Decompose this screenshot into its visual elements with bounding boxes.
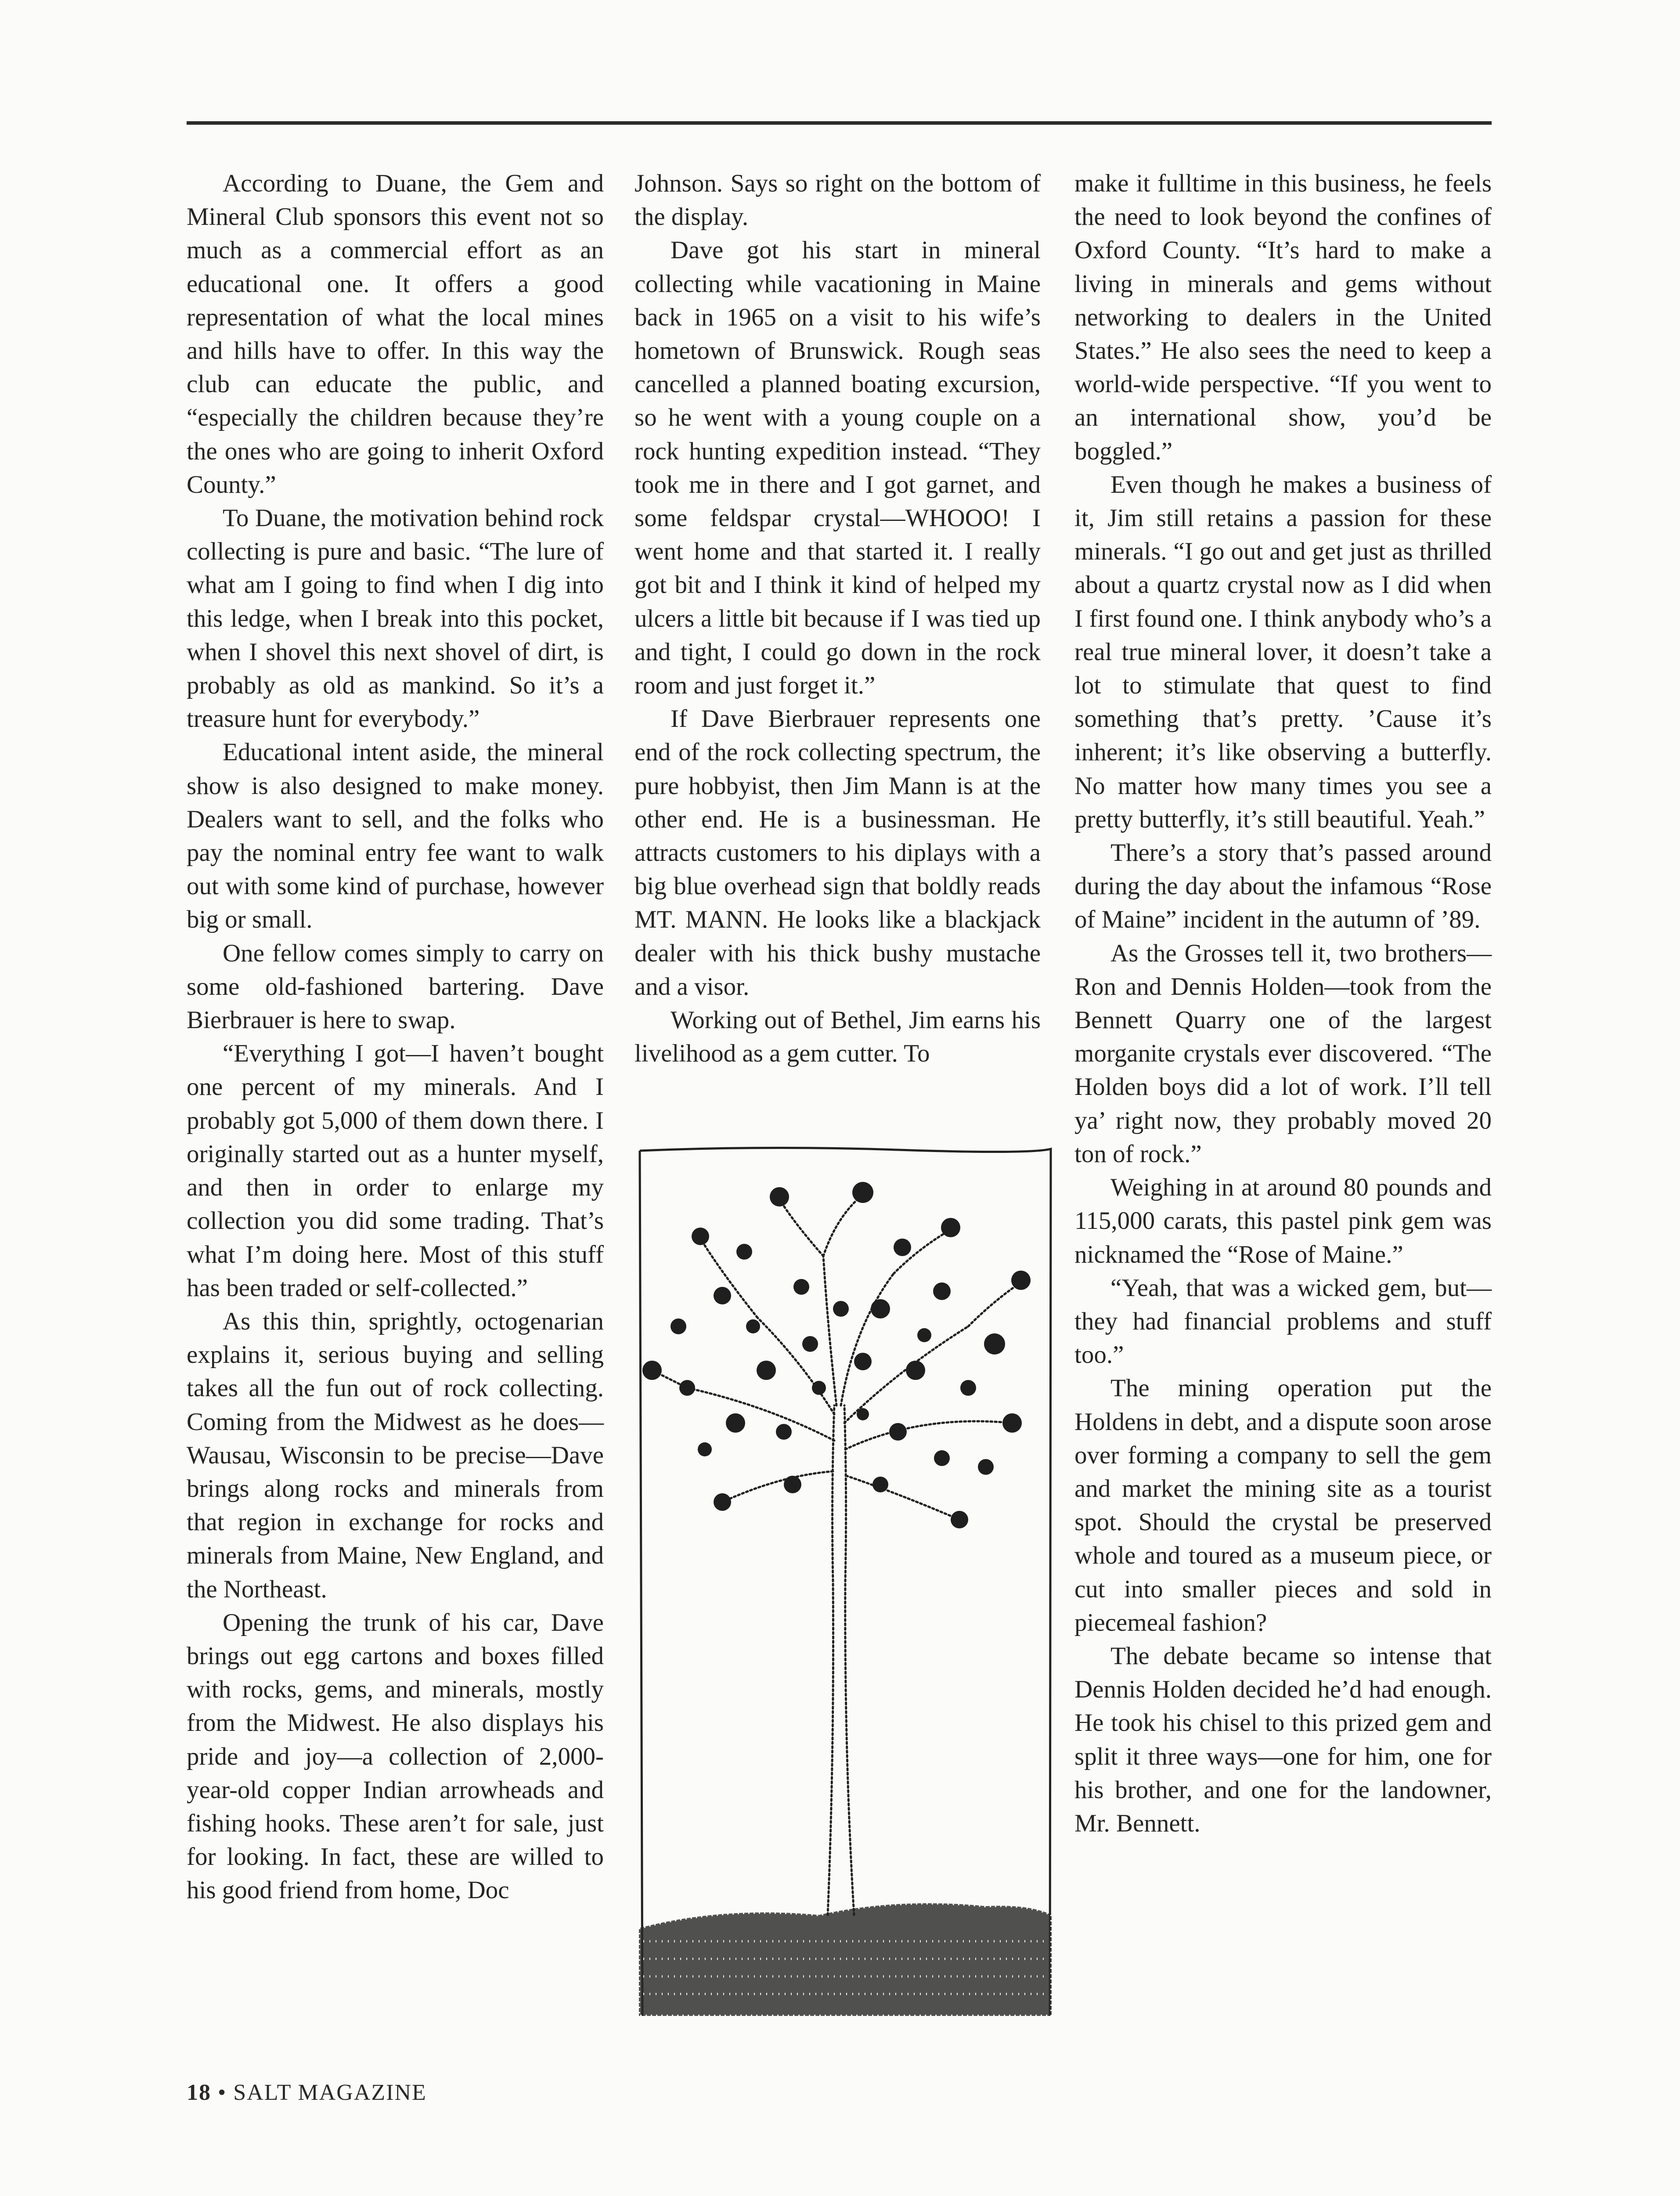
paragraph: If Dave Bierbrauer represents one end of the rock collecting spectrum, the pure hobbyist, then Jim Mann is at the other end. He is a businessman. He attracts customers to his diplays with a big blue overhead sign that boldly reads MT. MANN. He looks like a blackjack dealer with his thick bushy mustache and a visor. [635,705,1041,1000]
bullet-separator: • [218,2080,227,2105]
page-footer [187,2080,427,2106]
paragraph: Opening the trunk of his car, Dave brings out egg cartons and boxes filled with rocks, gems, and minerals, mostly from the Midwest. He also displays his pride and joy—a collection of 2,000-year-old copper Indian arrowheads and fishing hooks. These aren’t for sale, just for looking. In fact, these are willed to his good friend from home, Doc [187,1608,604,1904]
paragraph: There’s a story that’s passed around during the day about the infamous “Rose of Maine” incident in the autumn of ’89. [1074,839,1492,934]
paragraph: Educational intent aside, the mineral show is also designed to make money. Dealers want to sell, and the folks who pay the nominal entry fee want to walk out with some kind of purchase, however big or small. [187,738,604,934]
paragraph: The debate became so intense that Dennis Holden decided he’d had enough. He took his chisel to this prized gem and split it three ways—one for him, one for his brother, and one for the landowner, Mr. Bennett. [1074,1642,1492,1837]
page-number: 18 [187,2080,211,2105]
article-column-middle [635,167,1041,1070]
header-rule [187,121,1492,125]
paragraph: As the Grosses tell it, two brothers—Ron and Dennis Holden—took from the Bennett Quarry one of the largest morganite crystals ever discovered. “The Holden boys did a lot of work. I’ll tell ya’ right now, they probably moved 20 ton of rock.” [1074,939,1492,1168]
publication-name: SALT MAGAZINE [233,2080,427,2105]
paragraph: As this thin, sprightly, octogenarian explains it, serious buying and selling takes all the fun out of rock collecting. Coming from the Midwest as he does—Wausau, Wisconsin to be precise—Dave brings along rocks and minerals from that region in exchange for rocks and minerals from Maine, New England, and the Northeast. [187,1307,604,1603]
article-column-right [1074,167,1492,1840]
paragraph: One fellow comes simply to carry on some old-fashioned bartering. Dave Bierbrauer is here to swap. [187,939,604,1034]
article-column-left [187,167,604,1907]
paragraph: Working out of Bethel, Jim earns his livelihood as a gem cutter. To [635,1006,1041,1068]
paragraph: “Yeah, that was a wicked gem, but—they had financial problems and stuff too.” [1074,1274,1492,1369]
paragraph: According to Duane, the Gem and Mineral Club sponsors this event not so much as a commercial effort as an educational one. It offers a good representation of what the local mines and hills have to offer. In this way the club can educate the public, and “especially the children because they’re the ones who are going to inherit Oxford County.” [187,170,604,498]
paragraph: make it fulltime in this business, he feels the need to look beyond the confines of Oxford County. “It’s hard to make a living in minerals and gems without networking to dealers in the United States.” He also sees the need to keep a world-wide perspective. “If you went to an international show, you’d be boggled.” [1074,170,1492,465]
tree-illustration [635,1142,1054,2016]
paragraph: To Duane, the motivation behind rock collecting is pure and basic. “The lure of what am I going to find when I dig into this ledge, when I break into this pocket, when I shovel this next shovel of dirt, is probably as old as mankind. So it’s a treasure hunt for everybody.” [187,504,604,733]
paragraph: Johnson. Says so right on the bottom of the display. [635,170,1041,231]
paragraph: Weighing in at around 80 pounds and 115,000 carats, this pastel pink gem was nicknamed the “Rose of Maine.” [1074,1174,1492,1268]
paragraph: Even though he makes a business of it, Jim still retains a passion for these minerals. “I go out and get just as thrilled about a quartz crystal now as I did when I first found one. I think anybody who’s a real true mineral lover, it doesn’t take a lot to stimulate that quest to find something that’s pretty. ’Cause it’s inherent; it’s like observing a butterfly. No matter how many times you see a pretty butterfly, it’s still beautiful. Yeah.” [1074,470,1492,833]
paragraph: The mining operation put the Holdens in debt, and a dispute soon arose over forming a company to sell the gem and market the mining site as a tourist spot. Should the crystal be preserved whole and toured as a museum piece, or cut into smaller pieces and sold in piecemeal fashion? [1074,1374,1492,1636]
tree-icon [635,1142,1054,2016]
paragraph: “Everything I got—I haven’t bought one percent of my minerals. And I probably got 5,000 of them down there. I originally started out as a hunter myself, and then in order to enlarge my collection you did some trading. That’s what I’m doing here. Most of this stuff has been traded or self-collected.” [187,1040,604,1302]
paragraph: Dave got his start in mineral collecting while vacationing in Maine back in 1965 on a visit to his wife’s hometown of Brunswick. Rough seas cancelled a planned boating excursion, so he went with a young couple on a rock hunting expedition instead. “They took me in there and I got garnet, and some feldspar crystal—WHOOO! I went home and that started it. I really got bit and I think it kind of helped my ulcers a little bit because if I was tied up and tight, I could go down in the rock room and just forget it.” [635,236,1041,700]
